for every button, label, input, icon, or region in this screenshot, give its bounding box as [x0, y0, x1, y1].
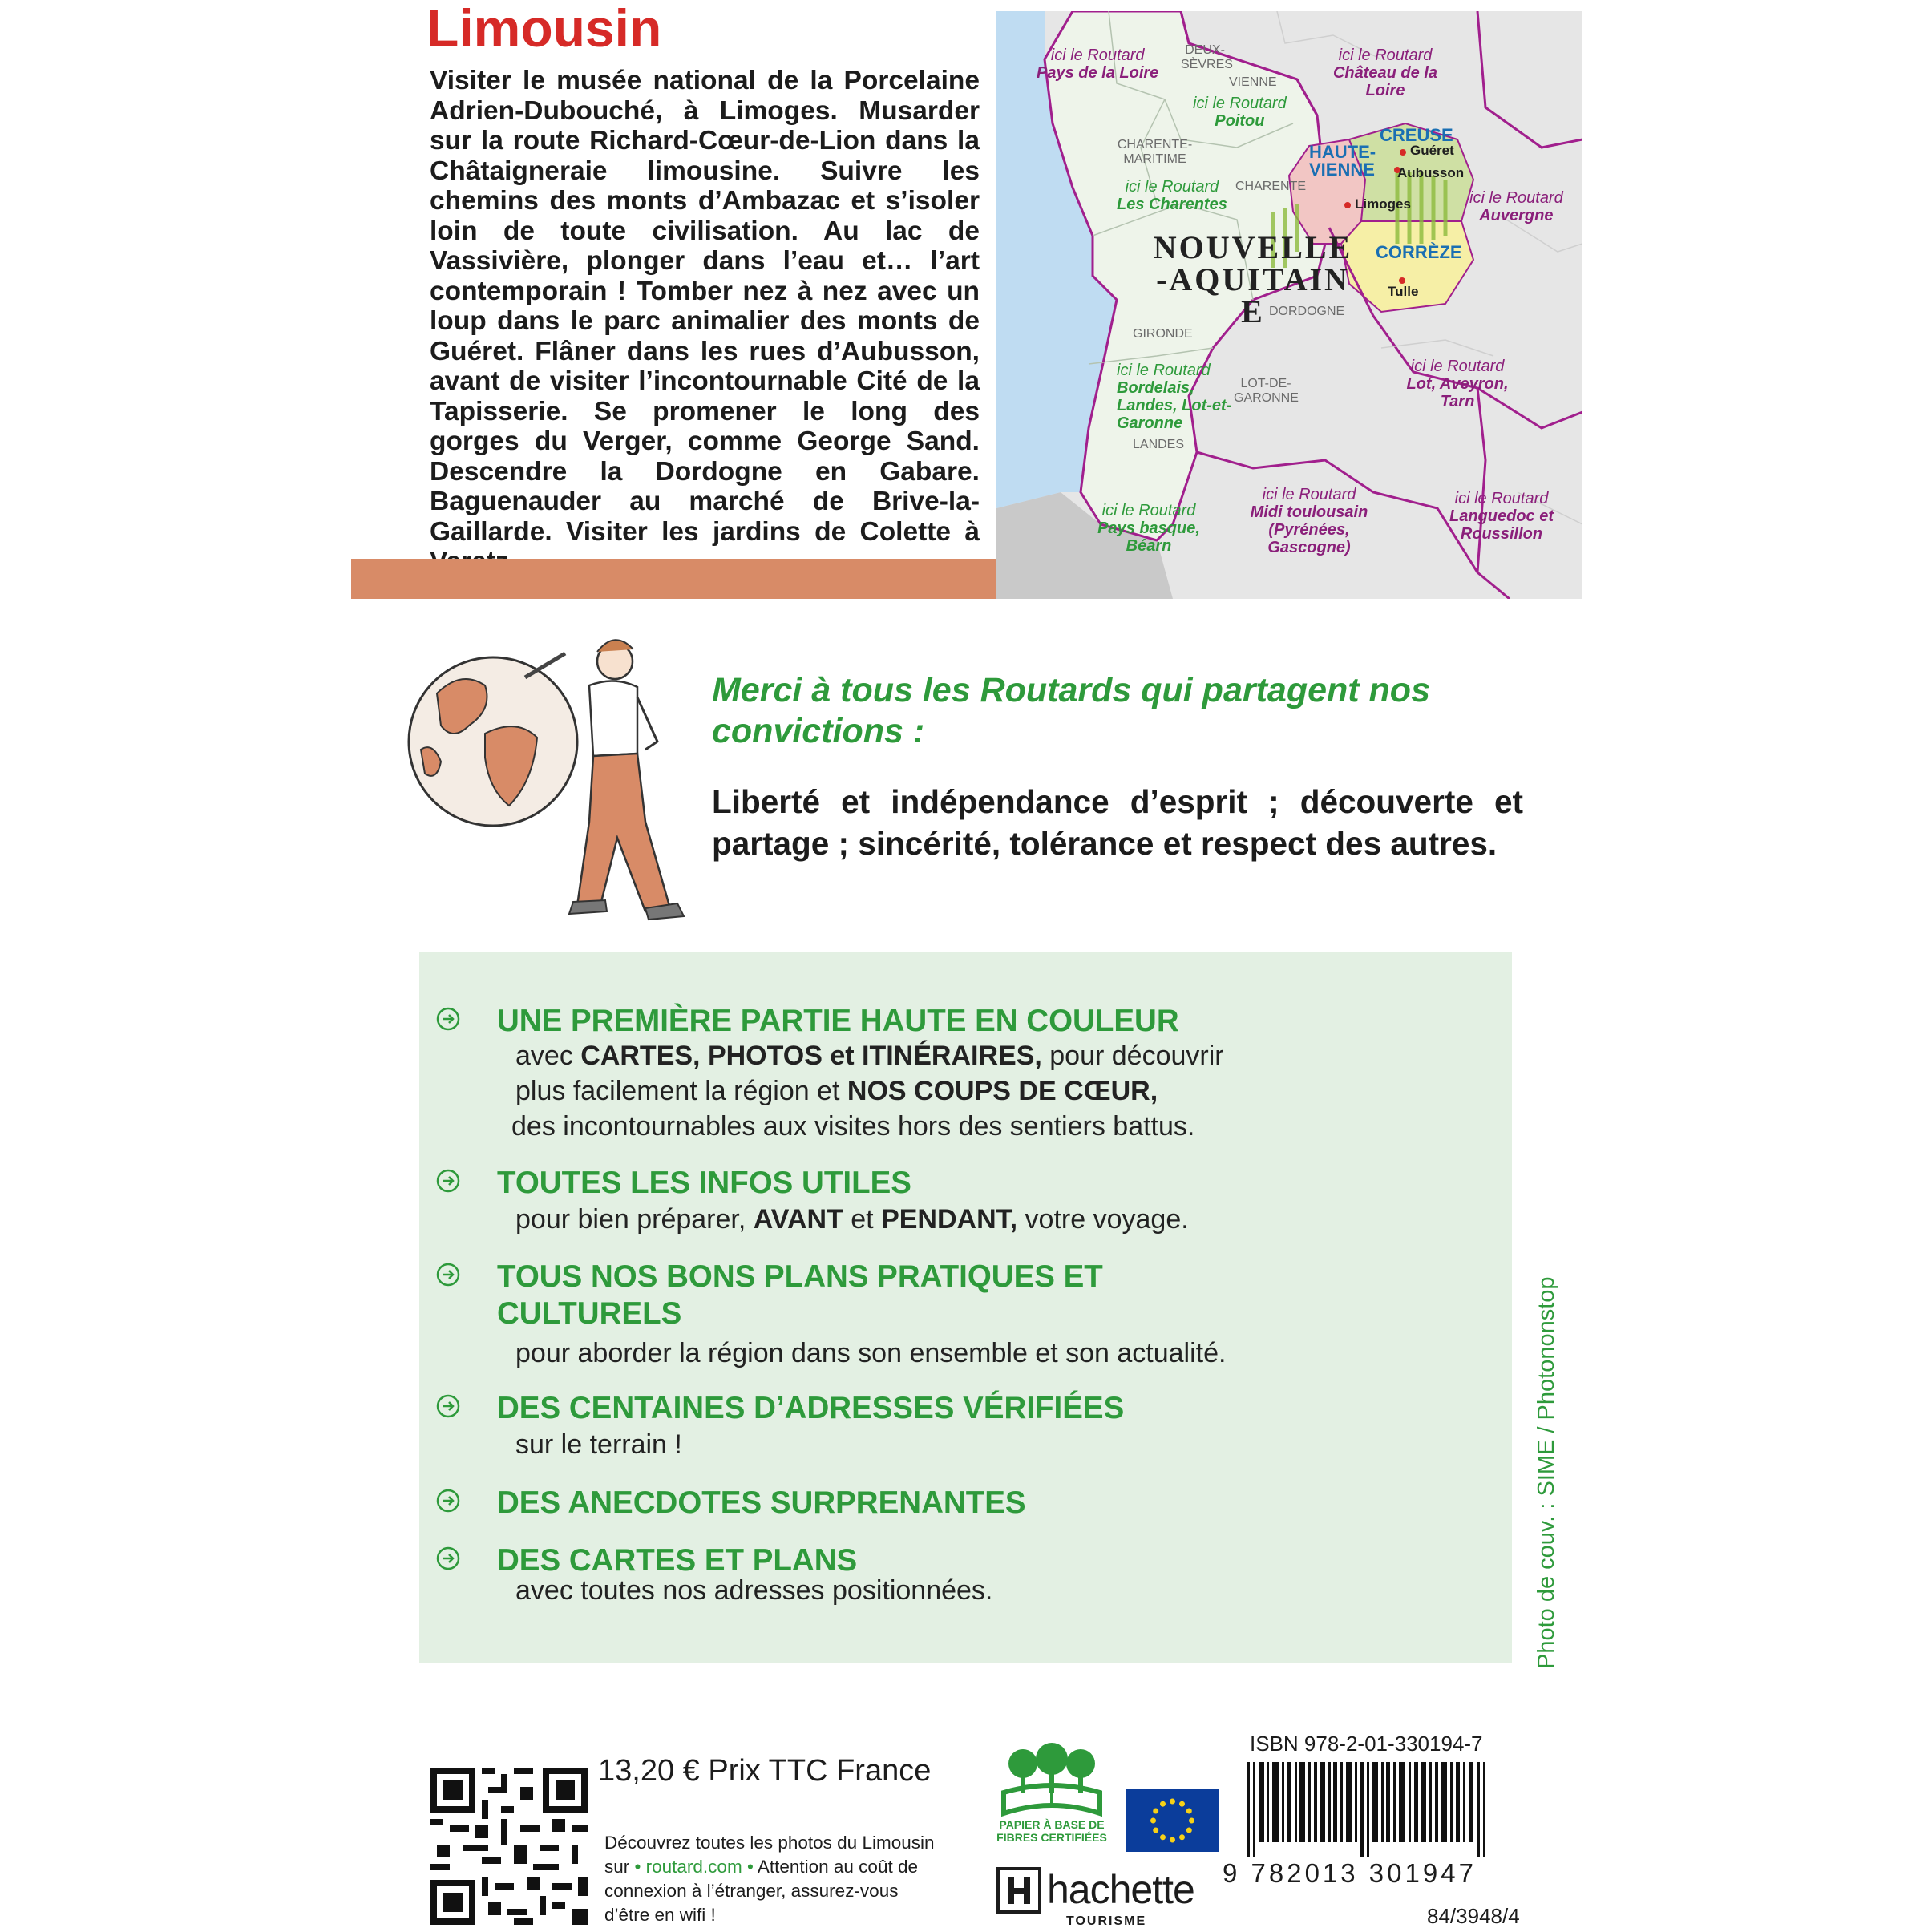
paper-certification-icon	[992, 1740, 1111, 1817]
backpacker-illustration	[405, 621, 717, 942]
map-department-label: VIENNE	[1229, 75, 1277, 89]
map-department-label: CHARENTE	[1235, 180, 1307, 193]
feature-heading: DES CARTES ET PLANS	[497, 1543, 858, 1578]
feature-text-line: sur le terrain !	[515, 1429, 682, 1460]
feature-item	[419, 1485, 1512, 1525]
barcode-digits: 9 782013 301947	[1223, 1858, 1477, 1888]
decorative-bar	[351, 559, 998, 599]
book-title: Limousin	[426, 0, 662, 58]
city-marker	[1400, 149, 1406, 156]
city-marker	[1399, 277, 1405, 284]
map-guide-label: ici le Routard Pays basque, Béarn	[1097, 502, 1200, 555]
map-highlight-department: CREUSE	[1380, 125, 1453, 145]
arrow-circle-icon	[435, 1546, 461, 1571]
qr-code[interactable]	[430, 1768, 588, 1925]
publisher-name: hachette	[1047, 1867, 1194, 1912]
feature-item	[419, 1259, 1512, 1371]
eu-stars-icon	[1126, 1789, 1219, 1852]
price-label: 13,20 € Prix TTC France	[598, 1754, 932, 1788]
arrow-circle-icon	[435, 1393, 461, 1419]
map-guide-label: ici le Routard Pays de la Loire	[1037, 46, 1159, 82]
map-guide-label: ici le Routard Lot, Aveyron, Tarn	[1406, 358, 1509, 410]
isbn-label: ISBN 978-2-01-330194-7	[1250, 1732, 1483, 1756]
region-map	[996, 11, 1582, 599]
map-guide-label: ici le Routard Les Charentes	[1117, 178, 1227, 213]
arrow-circle-icon	[435, 1488, 461, 1514]
routard-link[interactable]: • routard.com •	[634, 1857, 754, 1877]
map-region-name: NOUVELLE-AQUITAINE	[1153, 229, 1353, 329]
map-highlight-department: HAUTE-VIENNE	[1309, 142, 1376, 180]
feature-text-line: avec toutes nos adresses positionnées.	[515, 1575, 993, 1606]
paper-certification-label: PAPIER À BASE DE FIBRES CERTIFIÉES	[996, 1818, 1107, 1844]
photo-credit: Photo de couv. : SIME / Photononstop	[1534, 1276, 1559, 1669]
eu-flag-icon	[1126, 1789, 1219, 1852]
photo-note: Découvrez toutes les photos du Limousin sur • routard.com • Attention au coût de connexion à l’étranger, assurez-vous d’être en wifi !	[604, 1833, 935, 1925]
features-panel	[419, 952, 1512, 1663]
map-department-label: LANDES	[1133, 438, 1185, 451]
map-guide-label: ici le Routard Midi toulousain (Pyrénées, Gascogne)	[1250, 486, 1368, 556]
map-city-label: Limoges	[1355, 196, 1411, 212]
map-department-label: GIRONDE	[1133, 327, 1193, 341]
map-department-label: LOT-DE-GARONNE	[1234, 377, 1299, 405]
feature-heading: TOUS NOS BONS PLANS PRATIQUES ET CULTURELS	[497, 1259, 1103, 1331]
feature-text-line: avec CARTES, PHOTOS et ITINÉRAIRES, pour découvrir	[515, 1041, 1224, 1071]
arrow-circle-icon	[435, 1262, 461, 1287]
hachette-logo-icon	[996, 1865, 1041, 1914]
feature-heading: DES CENTAINES D’ADRESSES VÉRIFIÉES	[497, 1391, 1125, 1425]
values-statement: Liberté et indépendance d’esprit ; découverte et partage ; sincérité, tolérance et respect des autres.	[712, 783, 1523, 862]
map-department-label: DORDOGNE	[1269, 305, 1345, 318]
feature-text-line: pour aborder la région dans son ensemble et son actualité.	[515, 1338, 1227, 1368]
feature-text-line: des incontournables aux visites hors des sentiers battus.	[511, 1111, 1195, 1142]
intro-paragraph: Visiter le musée national de la Porcelaine Adrien-Dubouché, à Limoges. Musarder sur la route Richard-Cœur-de-Lion dans la Châtaigneraie limousine. Suivre les chemins des monts d’Ambazac et s’isoler loin de toute civilisation. Au lac de Vassivière, plonger dans l’eau et… l’art contemporain ! Tomber nez à nez avec un loup dans le parc animalier des monts de Guéret. Flâner dans les rues d’Aubusson, avant de visiter l’incontournable Cité de la Tapisserie. Se promener le long des gorges du Verger, comme George Sand. Descendre la Dordogne en Gabare. Baguenauder au marché de Brive-la-Gaillarde. Visiter les jardins de Colette à	[430, 66, 980, 547]
map-city-label: Aubusson	[1397, 165, 1465, 180]
feature-text-line: plus facilement la région et NOS COUPS DE CŒUR,	[515, 1076, 1158, 1106]
feature-item	[419, 1003, 1512, 1142]
map-guide-label: ici le Routard Château de la Loire	[1332, 46, 1438, 99]
map-guide-label: ici le Routard Languedoc et Roussillon	[1449, 490, 1554, 543]
map-guide-label: ici le Routard Auvergne	[1469, 189, 1563, 224]
map-city-label: Tulle	[1388, 284, 1419, 299]
feature-item	[419, 1542, 1512, 1615]
arrow-circle-icon	[435, 1168, 461, 1194]
feature-heading: DES ANECDOTES SURPRENANTES	[497, 1485, 1026, 1520]
map-department-label: DEUX-SÈVRES	[1181, 43, 1233, 71]
publisher-subtitle: TOURISME	[1066, 1914, 1147, 1928]
feature-item	[419, 1165, 1512, 1237]
feature-heading: UNE PREMIÈRE PARTIE HAUTE EN COULEUR	[497, 1004, 1179, 1038]
feature-text-line: pour bien préparer, AVANT et PENDANT, votre voyage.	[515, 1204, 1189, 1235]
city-marker	[1344, 202, 1351, 208]
map-guide-label: ici le Routard Bordelais, Landes, Lot-et-Garonne	[1117, 362, 1232, 432]
feature-heading: TOUTES LES INFOS UTILES	[497, 1166, 911, 1200]
map-city-label: Guéret	[1410, 143, 1454, 158]
map-guide-label: ici le Routard Poitou	[1193, 95, 1287, 130]
map-department-label: CHARENTE-MARITIME	[1117, 138, 1193, 166]
reference-code: 84/3948/4	[1427, 1904, 1520, 1928]
feature-item	[419, 1390, 1512, 1462]
thanks-heading: Merci à tous les Routards qui partagent nos convictions :	[712, 671, 1430, 750]
map-highlight-department: CORRÈZE	[1376, 242, 1462, 262]
arrow-circle-icon	[435, 1006, 461, 1032]
barcode	[1247, 1762, 1487, 1857]
